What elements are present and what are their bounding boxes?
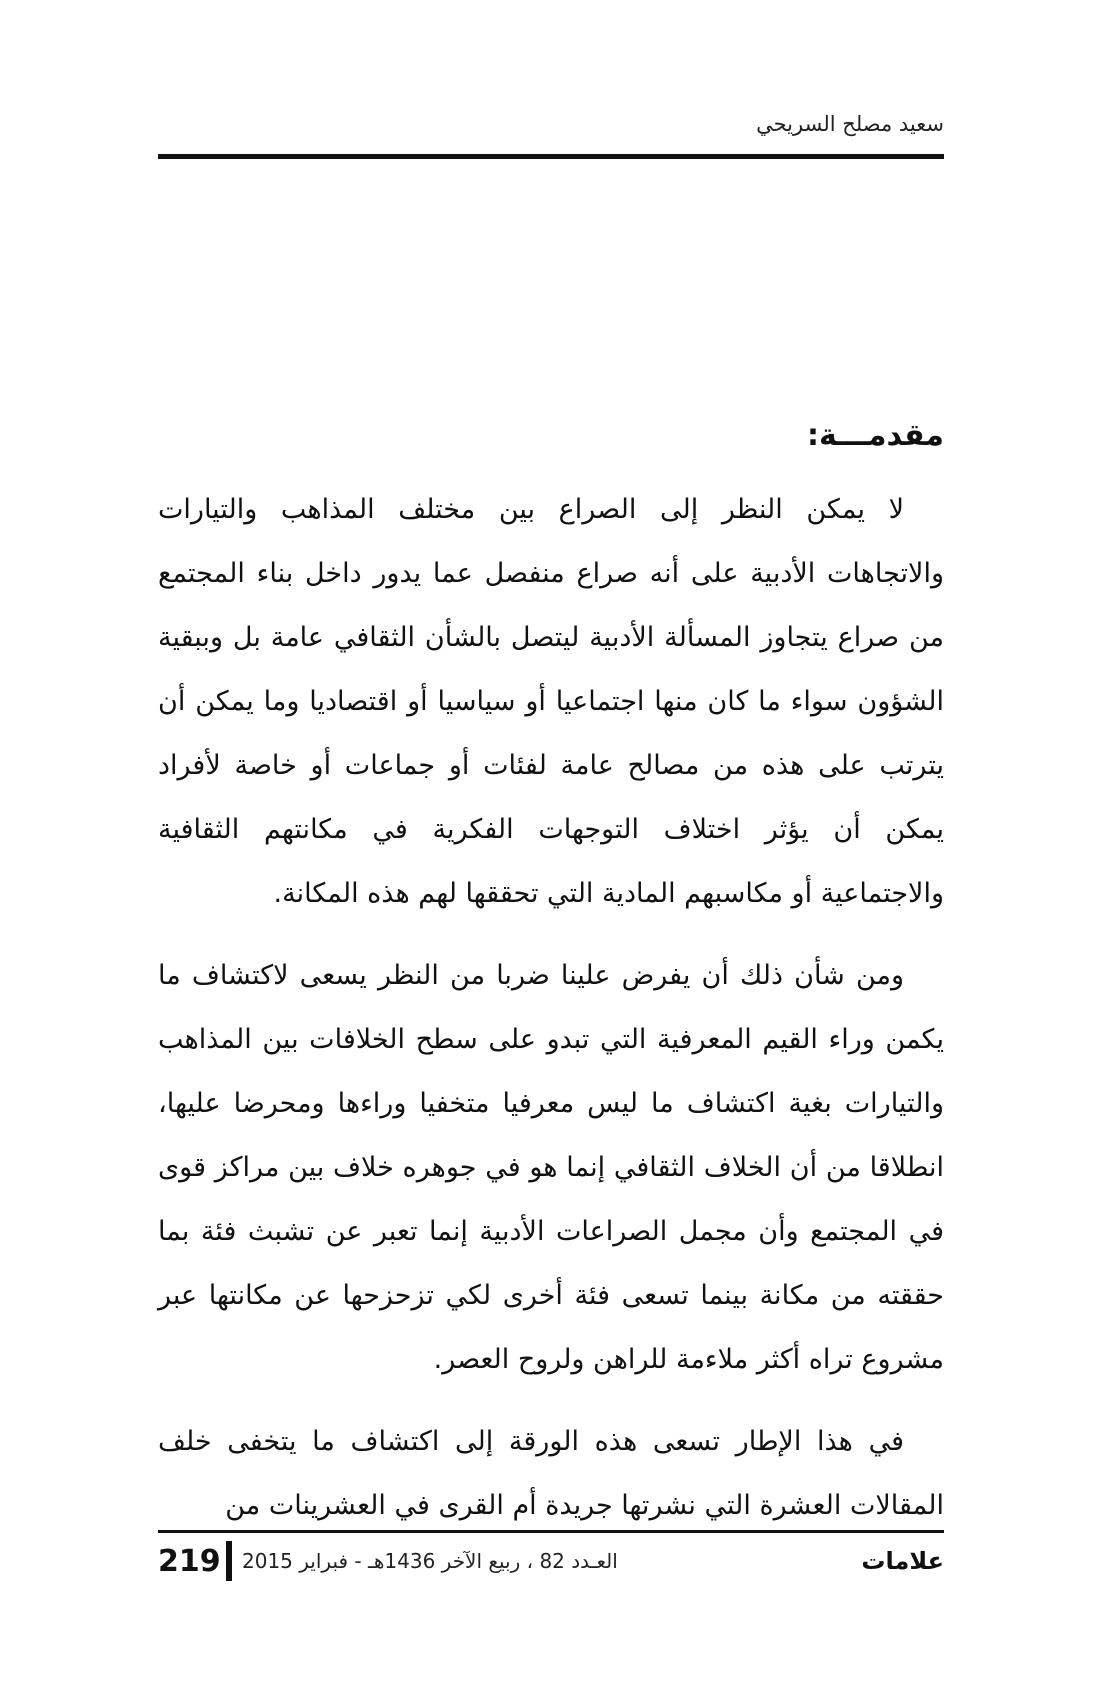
section-heading: مقدمـــة: [806,418,944,453]
running-header-author: سعيد مصلح السريحي [756,112,944,136]
issue-info: العـدد 82 ، ربيع الآخر 1436هـ - فبراير 2015 [242,1549,618,1573]
paragraph: في هذا الإطار تسعى هذه الورقة إلى اكتشاف ما يتخفى خلف المقالات العشرة التي نشرتها جريدة أم القرى في العشرينات من [158,1426,944,1521]
header-divider [158,154,944,159]
footer-separator-bar [226,1541,232,1581]
journal-logo: علامات [861,1547,944,1575]
body-text [158,478,944,1556]
paragraph: ومن شأن ذلك أن يفرض علينا ضربا من النظر يسعى لاكتشاف ما يكمن وراء القيم المعرفية التي تبدو على سطح الخلافات بين المذاهب والتيارات بغية اكتشاف ما ليس معرفيا متخفيا وراءها ومحرضا عليها، انطلاقا من أن الخلاف الثقافي إنما هو في جوهره خلاف بين مراكز قوى في المجتمع وأن مجمل الصراعات الأدبية إنما تعبر عن تشبث فئة بما حققته من مكانة بينما تسعى فئة أخرى لكي تزحزحها عن مكانتها عبر مشروع تراه أكثر ملاءمة للراهن ولروح العصر. [158,960,944,1375]
footer-divider [158,1530,944,1533]
page-footer [158,1538,944,1584]
page-number: 219 [158,1543,221,1579]
paragraph: لا يمكن النظر إلى الصراع بين مختلف المذاهب والتيارات والاتجاهات الأدبية على أنه صراع منفصل عما يدور داخل بناء المجتمع من صراع يتجاوز المسألة الأدبية ليتصل بالشأن الثقافي عامة بل وببقية الشؤون سواء ما كان منها اجتماعيا أو سياسيا أو اقتصاديا وما يمكن أن يترتب على هذه من مصالح عامة لفئات أو جماعات أو خاصة لأفراد يمكن أن يؤثر اختلاف التوجهات الفكرية في مكانتهم الثقافية والاجتماعية أو مكاسبهم المادية التي تحققها لهم هذه المكانة. [158,494,944,909]
